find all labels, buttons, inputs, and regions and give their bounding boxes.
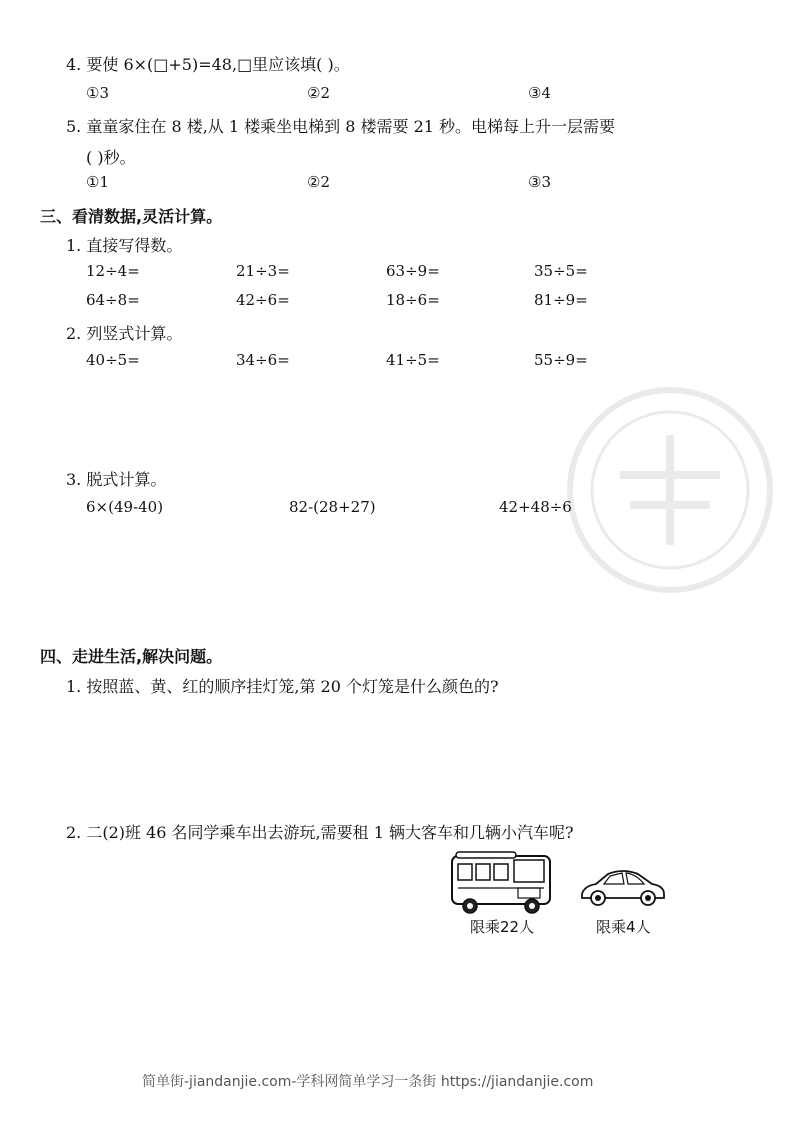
- vertical-calc-item: 41÷5=: [386, 351, 440, 369]
- calc-item: 35÷5=: [534, 262, 588, 280]
- section-3-sub-2-label: 2. 列竖式计算。: [66, 324, 183, 343]
- calc-item: 64÷8=: [86, 291, 140, 309]
- q5-option-2: ②2: [307, 173, 330, 191]
- vertical-calc-item: 55÷9=: [534, 351, 588, 369]
- section-3-sub-3-label: 3. 脱式计算。: [66, 470, 167, 489]
- bus-capacity-label: 限乘22人: [470, 918, 535, 936]
- question-5-line-1: 5. 童童家住在 8 楼,从 1 楼乘坐电梯到 8 楼需要 21 秒。电梯每上升一层需要: [66, 117, 616, 136]
- section-3-title: 三、看清数据,灵活计算。: [40, 207, 223, 226]
- calc-item: 63÷9=: [386, 262, 440, 280]
- problem-2: 2. 二(2)班 46 名同学乘车出去游玩,需要租 1 辆大客车和几辆小汽车呢?: [66, 823, 574, 842]
- section-4-title: 四、走进生活,解决问题。: [40, 647, 223, 666]
- stepwise-calc-item: 42+48÷6: [499, 498, 572, 516]
- q4-option-3: ③4: [528, 84, 551, 102]
- question-4: 4. 要使 6×(□+5)=48,□里应该填( )。: [66, 55, 350, 74]
- q5-option-3: ③3: [528, 173, 551, 191]
- section-3-sub-1-label: 1. 直接写得数。: [66, 236, 183, 255]
- car-icon: [578, 864, 668, 910]
- bus-icon: [448, 848, 560, 916]
- watermark-seal: [560, 365, 780, 615]
- problem-1: 1. 按照蓝、黄、红的顺序挂灯笼,第 20 个灯笼是什么颜色的?: [66, 677, 499, 696]
- question-5-line-2: ( )秒。: [86, 148, 136, 167]
- q4-option-2: ②2: [307, 84, 330, 102]
- q5-option-1: ①1: [86, 173, 109, 191]
- calc-item: 21÷3=: [236, 262, 290, 280]
- stepwise-calc-item: 6×(49-40): [86, 498, 164, 516]
- page-footer: 简单街-jiandanjie.com-学科网简单学习一条街 https://jiandanjie.com: [142, 1074, 594, 1090]
- calc-item: 18÷6=: [386, 291, 440, 309]
- q4-option-1: ①3: [86, 84, 109, 102]
- calc-item: 81÷9=: [534, 291, 588, 309]
- vertical-calc-item: 34÷6=: [236, 351, 290, 369]
- vertical-calc-item: 40÷5=: [86, 351, 140, 369]
- car-capacity-label: 限乘4人: [596, 918, 651, 936]
- calc-item: 12÷4=: [86, 262, 140, 280]
- stepwise-calc-item: 82-(28+27): [289, 498, 376, 516]
- calc-item: 42÷6=: [236, 291, 290, 309]
